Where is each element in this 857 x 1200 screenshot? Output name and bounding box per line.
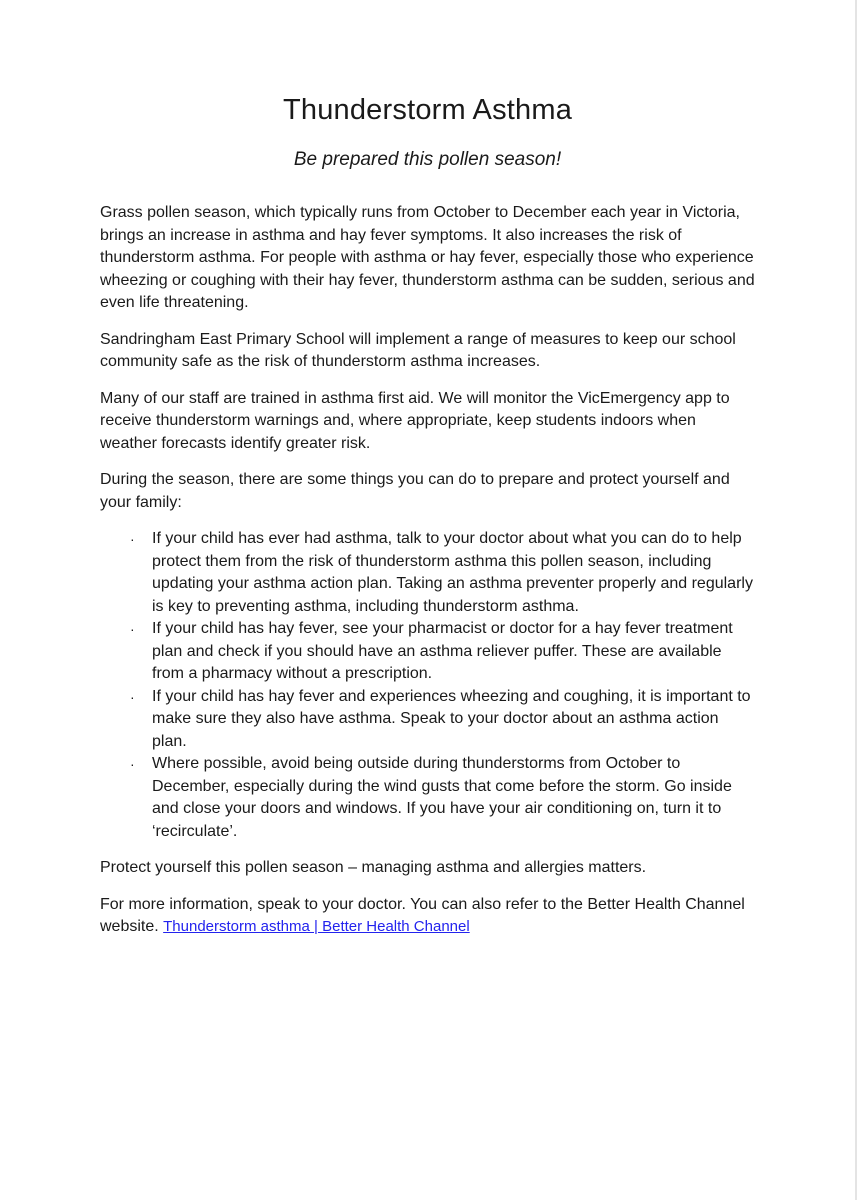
paragraph-pollen-season-intro: Grass pollen season, which typically runs from October to December each year in Victoria, brings an increase in asthma and hay fever symptoms. It also increases the risk of thunderstorm asthma. For people with asthma or hay fever, especially those who experience wheezing or coughing with their hay fever, thunderstorm asthma can be sudden, serious and even life threatening. [100, 204, 755, 311]
preparation-list [100, 528, 755, 843]
bullet-icon: · [130, 756, 135, 772]
list-item-hay-fever-plan [100, 618, 755, 686]
list-item-text: If your child has hay fever and experiences wheezing and coughing, it is important to make sure they also have asthma. Speak to your doctor about an asthma action plan. [152, 687, 751, 750]
page-subtitle: Be prepared this pollen season! [293, 149, 562, 170]
more-information-text: For more information, speak to your doctor. You can also refer to the Better Health Channel website. [100, 895, 745, 935]
bullet-icon: · [130, 531, 135, 547]
list-item-asthma-action-plan [100, 528, 755, 618]
list-item-wheezing-coughing [100, 686, 755, 754]
bullet-icon: · [130, 688, 135, 705]
list-item-text: If your child has hay fever, see your pharmacist or doctor for a hay fever treatment plan and check if you should have an asthma reliever puffer. These are available from a pharmacy without a prescription. [152, 620, 733, 682]
page-title: Thunderstorm Asthma [282, 94, 573, 126]
paragraph-staff-training: Many of our staff are trained in asthma first aid. We will monitor the VicEmergency app to receive thunderstorm warnings and, where appropriate, keep students indoors when weather forecasts identify greater risk. [100, 389, 730, 452]
paragraph-prepare-lead-in: During the season, there are some things you can do to prepare and protect yourself and your family: [100, 471, 730, 511]
list-item-text: If your child has ever had asthma, talk to your doctor about what you can do to help protect them from the risk of thunderstorm asthma this pollen season, including updating your asthma action plan. Taking an asthma preventer properly and regularly is key to preventing asthma, including thunderstorm asthma. [152, 530, 753, 615]
list-item-avoid-outside [100, 753, 755, 843]
list-item-text: Where possible, avoid being outside during thunderstorms from October to December, especially during the wind gusts that come before the storm. Go inside and close your doors and windows. If you have your air conditioning on, turn it to ‘recirculate’. [152, 755, 732, 840]
paragraph-more-information [100, 894, 755, 939]
paragraph-protect-yourself: Protect yourself this pollen season – managing asthma and allergies matters. [100, 859, 647, 876]
paragraph-school-measures: Sandringham East Primary School will implement a range of measures to keep our school community safe as the risk of thunderstorm asthma increases. [100, 330, 736, 370]
bullet-icon: · [130, 621, 135, 637]
better-health-channel-link[interactable]: Thunderstorm asthma | Better Health Channel [163, 918, 470, 935]
